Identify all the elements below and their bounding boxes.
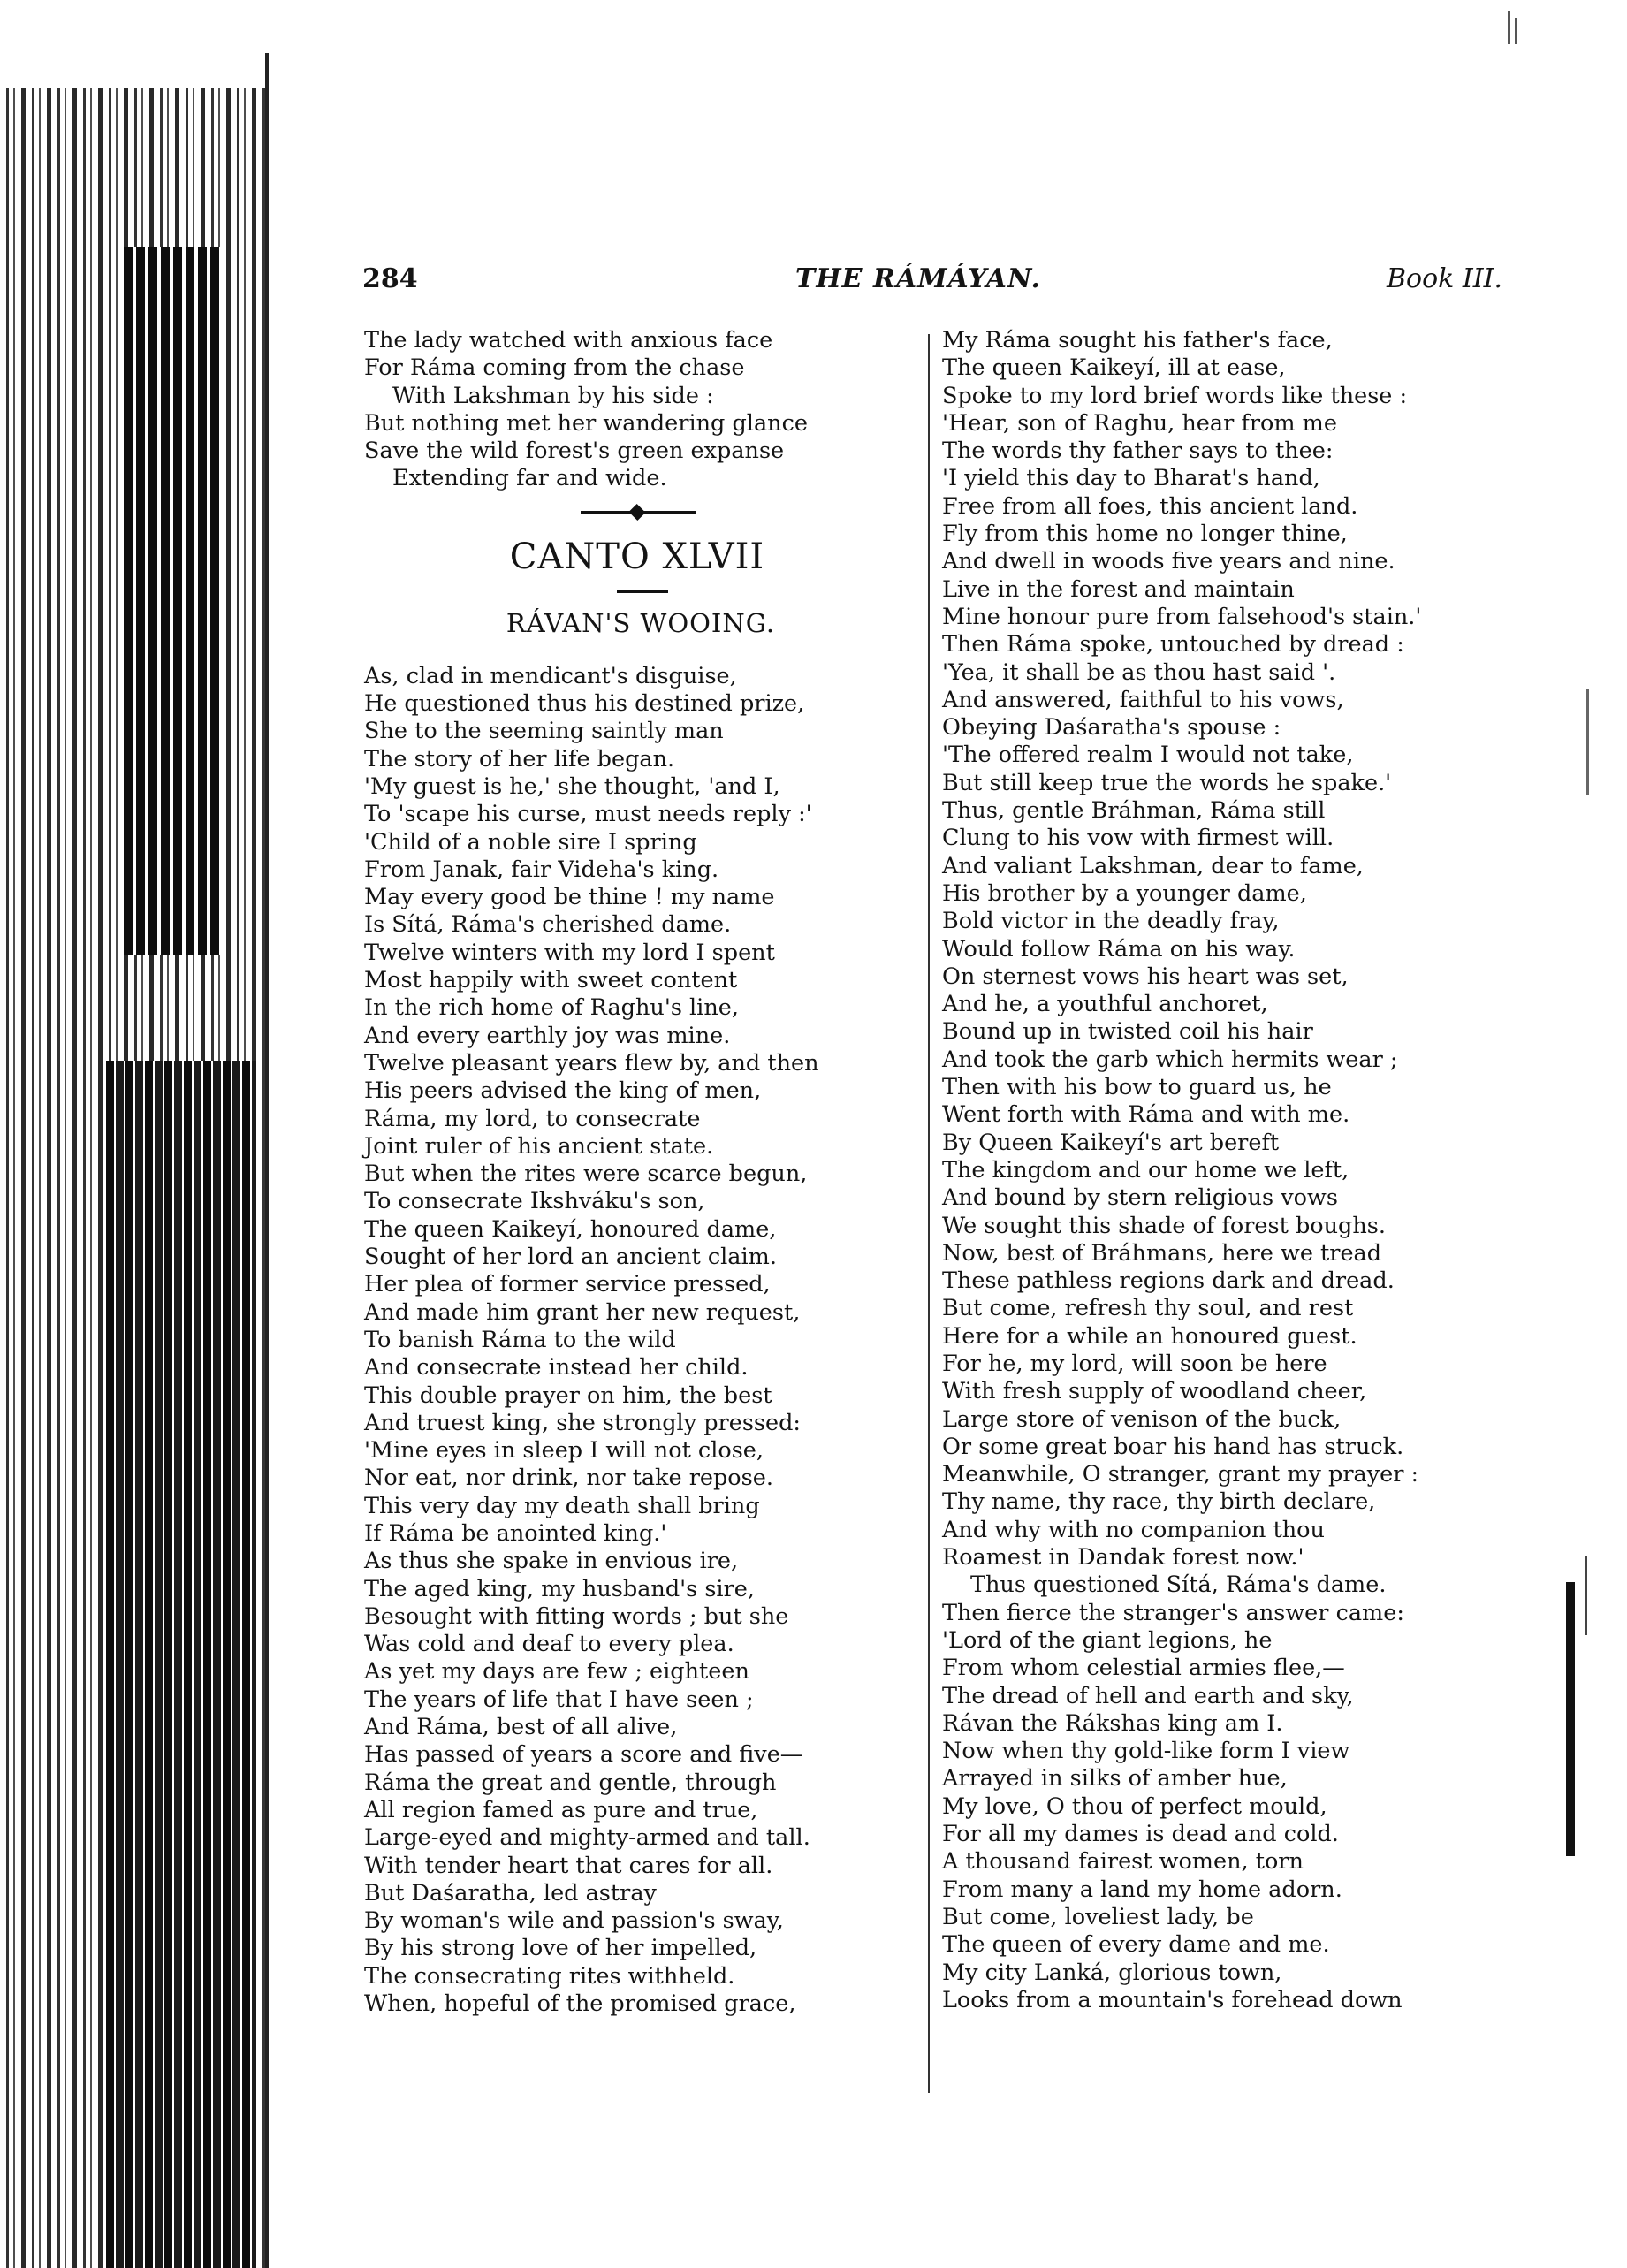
- poem-line: The lady watched with anxious face: [364, 327, 773, 354]
- poem-line: Is Sítá, Ráma's cherished dame.: [364, 911, 732, 939]
- poem-line: By woman's wile and passion's sway,: [364, 1907, 784, 1935]
- poem-line: But nothing met her wandering glance: [364, 409, 808, 437]
- running-header: [362, 263, 1502, 304]
- poem-line: And consecrate instead her child.: [364, 1354, 749, 1381]
- poem-line: And bound by stern religious vows: [942, 1184, 1338, 1212]
- poem-line: Extending far and wide.: [392, 465, 667, 492]
- poem-line: The dread of hell and earth and sky,: [942, 1682, 1354, 1709]
- poem-line: His brother by a younger dame,: [942, 879, 1307, 907]
- poem-line: We sought this shade of forest boughs.: [942, 1212, 1386, 1239]
- scan-mark: [1515, 18, 1517, 44]
- poem-line: The queen Kaikeyí, honoured dame,: [364, 1215, 777, 1243]
- poem-line: Clung to his vow with firmest will.: [942, 825, 1334, 852]
- short-rule: [364, 582, 930, 603]
- poem-line: In the rich home of Raghu's line,: [364, 994, 739, 1022]
- poem-line: Went forth with Ráma and with me.: [942, 1101, 1350, 1129]
- poem-line: Live in the forest and maintain: [942, 575, 1295, 603]
- poem-line: 'My guest is he,' she thought, 'and I,: [364, 772, 780, 800]
- poem-line: 'Yea, it shall be as thou hast said '.: [942, 658, 1336, 686]
- poem-line: To 'scape his curse, must needs reply :': [364, 801, 812, 828]
- poem-line: This double prayer on him, the best: [364, 1381, 772, 1409]
- poem-line: By Queen Kaikeyí's art bereft: [942, 1129, 1280, 1156]
- poem-line: And why with no companion thou: [942, 1516, 1325, 1543]
- poem-line: And he, a youthful anchoret,: [942, 991, 1268, 1018]
- poem-line: And valiant Lakshman, dear to fame,: [942, 852, 1364, 879]
- poem-line: And every earthly joy was mine.: [364, 1022, 731, 1049]
- poem-line: Thus, gentle Bráhman, Ráma still: [942, 797, 1326, 825]
- poem-line: 'Hear, son of Raghu, hear from me: [942, 409, 1337, 437]
- poem-line: And took the garb which hermits wear ;: [942, 1046, 1398, 1073]
- poem-line: With tender heart that cares for all.: [364, 1852, 773, 1879]
- poem-line: The queen Kaikeyí, ill at ease,: [942, 354, 1286, 382]
- poem-line: With fresh supply of woodland cheer,: [942, 1378, 1367, 1405]
- poem-line: Then Ráma spoke, untouched by dread :: [942, 631, 1404, 658]
- poem-line: Looks from a mountain's forehead down: [942, 1986, 1403, 2013]
- scan-mark: [1566, 1582, 1575, 1856]
- poem-line: But Daśaratha, led astray: [364, 1879, 657, 1906]
- poem-line: On sternest vows his heart was set,: [942, 963, 1349, 990]
- opening-stanza: [364, 327, 930, 493]
- poem-line: As, clad in mendicant's disguise,: [364, 662, 737, 689]
- poem-line: 'I yield this day to Bharat's hand,: [942, 465, 1320, 492]
- poem-line: The story of her life began.: [364, 745, 675, 772]
- poem-line: Rávan the Rákshas king am I.: [942, 1709, 1283, 1737]
- poem-line: Now, best of Bráhmans, here we tread: [942, 1239, 1382, 1267]
- poem-line: Nor eat, nor drink, nor take repose.: [364, 1465, 773, 1492]
- poem-line: Now when thy gold-like form I view: [942, 1738, 1350, 1765]
- poem-line: Her plea of former service pressed,: [364, 1271, 771, 1298]
- poem-line: For all my dames is dead and cold.: [942, 1821, 1339, 1848]
- poem-line: Thy name, thy race, thy birth declare,: [942, 1488, 1376, 1516]
- poem-line: For Ráma coming from the chase: [364, 354, 745, 382]
- poem-line: Free from all foes, this ancient land.: [942, 492, 1358, 520]
- poem-line: As thus she spake in envious ire,: [364, 1548, 739, 1575]
- right-column: [942, 327, 1508, 2014]
- running-title: THE RÁMÁYAN.: [795, 263, 1041, 294]
- poem-line: 'Child of a noble sire I spring: [364, 828, 697, 856]
- poem-line: From whom celestial armies flee,—: [942, 1655, 1345, 1682]
- poem-line: From many a land my home adorn.: [942, 1876, 1342, 1903]
- poem-line: But come, refresh thy soul, and rest: [942, 1295, 1354, 1322]
- poem-line: For he, my lord, will soon be here: [942, 1350, 1327, 1377]
- poem-line: Or some great boar his hand has struck.: [942, 1433, 1404, 1460]
- poem-line: He questioned thus his destined prize,: [364, 690, 805, 718]
- ornament-divider: [364, 493, 930, 532]
- poem-line: Twelve pleasant years flew by, and then: [364, 1049, 819, 1077]
- poem-line: This very day my death shall bring: [364, 1492, 760, 1519]
- scanned-page-edge-dark: [106, 1061, 256, 2268]
- poem-line: If Ráma be anointed king.': [364, 1519, 667, 1547]
- scan-mark: [1586, 689, 1589, 795]
- page-number: 284: [362, 263, 418, 294]
- poem-line: And made him grant her new request,: [364, 1298, 801, 1326]
- poem-line: With Lakshman by his side :: [392, 382, 714, 409]
- poem-line: From Janak, fair Videha's king.: [364, 856, 719, 883]
- poem-lines-left: [364, 663, 930, 2019]
- poem-line: Large-eyed and mighty-armed and tall.: [364, 1824, 810, 1852]
- book-label: Book III.: [1387, 263, 1502, 294]
- poem-line: Save the wild forest's green expanse: [364, 438, 785, 465]
- poem-line: These pathless regions dark and dread.: [942, 1267, 1395, 1295]
- poem-line: Ráma, my lord, to consecrate: [364, 1105, 701, 1132]
- binding-line: [265, 53, 269, 2268]
- canto-subtitle: RÁVAN'S WOOING.: [506, 607, 776, 638]
- scanned-page-edge-mid: [124, 247, 221, 955]
- poem-line: And dwell in woods five years and nine.: [942, 548, 1395, 575]
- poem-line: But come, loveliest lady, be: [942, 1903, 1254, 1930]
- poem-line: Meanwhile, O stranger, grant my prayer :: [942, 1461, 1419, 1488]
- poem-lines-right: [942, 327, 1508, 2014]
- scan-mark: [1508, 11, 1510, 44]
- poem-line: By his strong love of her impelled,: [364, 1935, 757, 1962]
- poem-line: Thus questioned Sítá, Ráma's dame.: [970, 1572, 1387, 1599]
- poem-line: Roamest in Dandak forest now.': [942, 1544, 1304, 1572]
- poem-line: The consecrating rites withheld.: [364, 1962, 735, 1990]
- poem-line: To banish Ráma to the wild: [364, 1326, 676, 1353]
- poem-line: The years of life that I have seen ;: [364, 1686, 754, 1713]
- poem-line: Bound up in twisted coil his hair: [942, 1018, 1313, 1046]
- poem-line: Arrayed in silks of amber hue,: [942, 1765, 1288, 1792]
- poem-line: Then fierce the stranger's answer came:: [942, 1599, 1404, 1626]
- poem-line: Most happily with sweet content: [364, 967, 738, 994]
- poem-line: Fly from this home no longer thine,: [942, 521, 1348, 548]
- poem-line: All region famed as pure and true,: [364, 1796, 758, 1823]
- poem-line: My city Lanká, glorious town,: [942, 1959, 1282, 1986]
- poem-line: The words thy father says to thee:: [942, 438, 1334, 465]
- canto-heading: CANTO XLVII: [509, 536, 765, 577]
- poem-line: My Ráma sought his father's face,: [942, 327, 1333, 354]
- poem-line: Here for a while an honoured guest.: [942, 1322, 1357, 1350]
- poem-line: His peers advised the king of men,: [364, 1077, 762, 1105]
- poem-line: Sought of her lord an ancient claim.: [364, 1244, 777, 1271]
- poem-line: When, hopeful of the promised grace,: [364, 1990, 796, 2018]
- poem-line: She to the seeming saintly man: [364, 718, 724, 745]
- poem-line: Spoke to my lord brief words like these :: [942, 382, 1408, 409]
- poem-line: Was cold and deaf to every plea.: [364, 1631, 734, 1658]
- poem-line: And Ráma, best of all alive,: [364, 1714, 678, 1741]
- poem-line: Would follow Ráma on his way.: [942, 935, 1296, 963]
- poem-line: 'Lord of the giant legions, he: [942, 1626, 1273, 1654]
- poem-line: The kingdom and our home we left,: [942, 1156, 1349, 1183]
- poem-line: 'Mine eyes in sleep I will not close,: [364, 1437, 764, 1465]
- poem-line: Has passed of years a score and five—: [364, 1741, 803, 1769]
- left-column: [364, 327, 930, 2018]
- poem-line: To consecrate Ikshváku's son,: [364, 1188, 705, 1215]
- poem-line: Then with his bow to guard us, he: [942, 1074, 1332, 1101]
- poem-line: A thousand fairest women, torn: [942, 1848, 1304, 1876]
- poem-line: The queen of every dame and me.: [942, 1931, 1330, 1959]
- poem-line: The aged king, my husband's sire,: [364, 1575, 755, 1602]
- poem-line: My love, O thou of perfect mould,: [942, 1792, 1327, 1820]
- poem-line: Mine honour pure from falsehood's stain.': [942, 603, 1422, 630]
- poem-line: Large store of venison of the buck,: [942, 1405, 1342, 1433]
- poem-line: And answered, faithful to his vows,: [942, 686, 1344, 713]
- poem-line: Bold victor in the deadly fray,: [942, 908, 1280, 935]
- poem-line: But when the rites were scarce begun,: [364, 1161, 808, 1188]
- scan-mark: [1585, 1556, 1587, 1635]
- poem-line: And truest king, she strongly pressed:: [364, 1409, 802, 1436]
- poem-line: Besought with fitting words ; but she: [364, 1602, 789, 1630]
- poem-line: But still keep true the words he spake.': [942, 769, 1392, 796]
- poem-line: 'The offered realm I would not take,: [942, 742, 1354, 769]
- poem-line: Obeying Daśaratha's spouse :: [942, 714, 1281, 742]
- poem-line: Joint ruler of his ancient state.: [364, 1132, 714, 1160]
- poem-line: Twelve winters with my lord I spent: [364, 939, 775, 966]
- poem-line: May every good be thine ! my name: [364, 884, 775, 911]
- poem-line: As yet my days are few ; eighteen: [364, 1658, 749, 1686]
- poem-line: Ráma the great and gentle, through: [364, 1769, 777, 1796]
